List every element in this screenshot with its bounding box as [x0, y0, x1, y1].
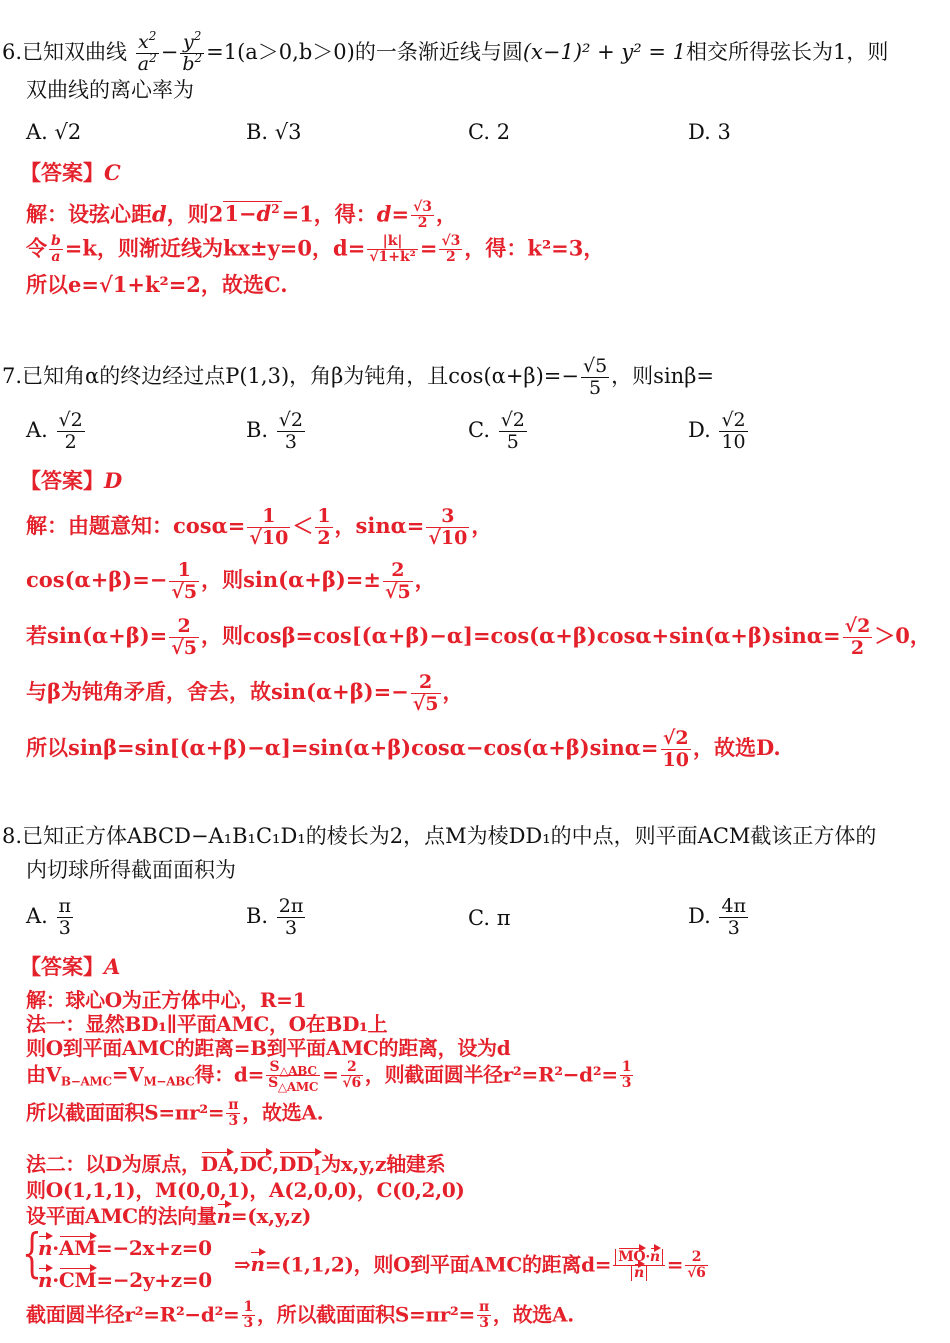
q7-answer: 【答案】D	[20, 468, 123, 493]
q6-option-c: C. 2	[468, 120, 511, 144]
q6-solution-line2: 令 $\frac{b}{a}$ =k，则渐近线为kx±y=0，d= $\frac{|k|}{\text{√1+k²}}$ = $\frac{√3}{2}$ ，得：k²=3，	[26, 233, 605, 266]
q6-option-a: A. √2	[26, 120, 82, 144]
q8-stem-line2: 内切球所得截面面积为	[26, 858, 236, 882]
q7-solution-line4: 与β为钝角矛盾，舍去，故sin(α+β)=− $\frac{2}{√5}$ ，	[26, 671, 464, 715]
q8-method2-eq2: n·CM=−2y+z=0	[38, 1268, 212, 1292]
q6-answer: 【答案】C	[20, 160, 121, 185]
question-number: 6.	[2, 39, 23, 64]
q7-option-a: A. $\frac{√2}{2}$	[26, 409, 83, 453]
q8-solution-line3: 则O到平面AMC的距离=B到平面AMC的距离，设为d	[26, 1036, 511, 1060]
question-number: 7.	[2, 363, 23, 388]
q7-stem: 7.已知角α的终边经过点P(1,3)，角β为钝角，且cos(α+β)=− $\frac{√5}{5}$ ，则sinβ=	[2, 355, 714, 399]
q8-answer: 【答案】A	[20, 954, 121, 979]
q8-method2-result: ⇒n=(1,1,2)，则O到平面AMC的距离d= $\frac{MO\cdot n}{n}$ = $\frac{2}{√6}$	[234, 1249, 706, 1282]
q8-option-c: C. π	[468, 906, 511, 930]
system-brace: {	[22, 1224, 42, 1284]
q8-method2-line6: 截面圆半径r²=R²−d²= $\frac{1}{3}$ ，所以截面面积S=πr²= $\frac{\pi}{3}$ ，故选A.	[26, 1299, 574, 1332]
q7-solution-line5: 所以sinβ=sin[(α+β)−α]=sin(α+β)cosα−cos(α+β)sinα= $\frac{√2}{10}$ ，故选D.	[26, 727, 781, 771]
question-number: 8.	[2, 824, 23, 848]
q8-method2-line1: 法二：以D为原点，$DA,DC,DD_1$为x,y,z轴建系	[26, 1152, 446, 1178]
q6-solution-line3: 所以e=√1+k²=2，故选C.	[26, 272, 288, 297]
q7-option-c: C. $\frac{√2}{5}$	[468, 409, 525, 453]
fraction-x2-a2: $\frac{x^2}{a^2}$	[137, 29, 157, 75]
q7-solution-line2: cos(α+β)=− $\frac{1}{√5}$ ，则sin(α+β)=± $\frac{2}{√5}$ ，	[26, 559, 436, 603]
q8-method2-line2: 则O(1,1,1)，M(0,0,1)，A(2,0,0)，C(0,2,0)	[26, 1178, 465, 1202]
q6-option-b: B. √3	[246, 120, 302, 144]
q8-solution-line5: 所以截面面积S=πr²= $\frac{\pi}{3}$ ，故选A.	[26, 1097, 324, 1130]
q7-solution-line3: 若sin(α+β)= $\frac{2}{√5}$ ，则cosβ=cos[(α+β)−α]=cos(α+β)cosα+sin(α+β)sinα= $\frac{√2}{2}$ ＞0，	[26, 615, 931, 659]
q8-solution-line2: 法一：显然BD₁∥平面AMC，O在BD₁上	[26, 1012, 388, 1036]
q8-stem-line1: 8.已知正方体ABCD−A₁B₁C₁D₁的棱长为2，点M为棱DD₁的中点，则平面ACM截该正方体的	[2, 824, 877, 848]
q8-method2-line3: 设平面AMC的法向量n=(x,y,z)	[26, 1204, 312, 1228]
q8-option-d: D. $\frac{4\pi}{3}$	[688, 895, 747, 939]
q6-stem-line1: 6.已知双曲线 $\frac{x^2}{a^2}$ − $\frac{y^2}{b^2}$ =1(a＞0,b＞0)的一条渐近线与圆(x−1)² + y² = 1相交所得弦长为1，则	[2, 29, 889, 75]
q8-solution-line1: 解：球心O为正方体中心，R=1	[26, 988, 307, 1012]
q8-option-b: B. $\frac{2\pi}{3}$	[246, 895, 304, 939]
q7-option-b: B. $\frac{√2}{3}$	[246, 409, 303, 453]
q8-solution-line4: 由$V_{B-AMC}=V_{M-ABC}$得：d= $S_{\triangle ABC}$ $S_{\triangle AMC}$ = $\frac{2}{√6}$ ，则截面圆半径r²=R²−d²= $\frac{1}{3}$	[26, 1059, 632, 1095]
q6-stem-line2: 双曲线的离心率为	[26, 78, 194, 102]
q7-solution-line1: 解：由题意知：cosα= $\frac{1}{√10}$ ＜ $\frac{1}{2}$ ，sinα= $\frac{3}{√10}$ ，	[26, 505, 493, 549]
q8-method2-eq1: n·AM=−2x+z=0	[38, 1236, 212, 1260]
q6-option-d: D. 3	[688, 120, 731, 144]
q6-solution-line1: 解：设弦心距d，则$21-d^2=1$，得：d= $\frac{√3}{2}$ ，	[26, 199, 458, 232]
q8-option-a: A. $\frac{\pi}{3}$	[26, 895, 72, 939]
fraction-y2-b2: $\frac{y^2}{b^2}$	[182, 29, 203, 75]
q7-option-d: D. $\frac{√2}{10}$	[688, 409, 746, 453]
